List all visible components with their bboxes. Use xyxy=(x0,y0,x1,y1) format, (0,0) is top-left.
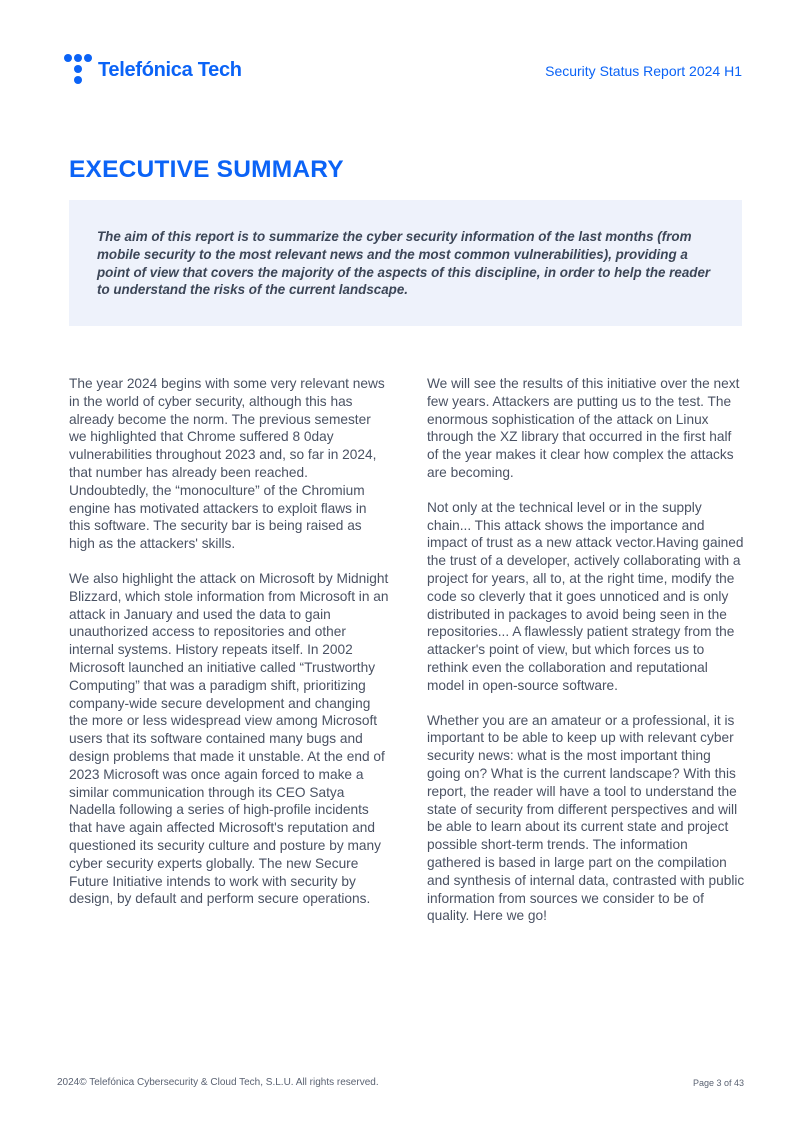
summary-text: The aim of this report is to summarize the cyber security information of the last months (from mobile security to the most relevant news and the most common vulnerabilities), providing a point of view that covers the majority of the aspects of this discipline, in order to help the reader to understand the risks of the current landscape. xyxy=(97,229,711,298)
company-logo xyxy=(64,53,242,87)
right-column xyxy=(427,375,745,942)
paragraph: The year 2024 begins with some very relevant news in the world of cyber security, although this has already become the norm. The previous semester we highlighted that Chrome suffered 8 0day vulnerabilities throughout 2023 and, so far in 2024, that number has already been reached. Undoubtedly, the “monoculture” of the Chromium engine has motivated attackers to exploit flaws in this software. The security bar is being raised as high as the attackers' skills. xyxy=(69,376,385,552)
paragraph: We also highlight the attack on Microsoft by Midnight Blizzard, which stole information from Microsoft in an attack in January and used the data to gain unauthorized access to repositories and other internal systems. History repeats itself. In 2002 Microsoft launched an initiative called “Trustworthy Computing” that was a paradigm shift, prioritizing company-wide secure development and changing the more or less widespread view among Microsoft users that its software contained many bugs and design problems that made it unstable. At the end of 2023 Microsoft was once again forced to make a similar communication through its CEO Satya Nadella following a series of high-profile incidents that have again affected Microsoft's reputation and questioned its security culture and posture by many cyber security experts globally. The new Secure Future Initiative intends to work with security by design, by default and perform secure operations. xyxy=(69,570,389,907)
page-number: Page 3 of 43 xyxy=(692,1078,744,1088)
paragraph: Not only at the technical level or in the supply chain... This attack shows the importance and impact of trust as a new attack vector.Having gained the trust of a developer, actively collaborating with a project for years, all to, at the right time, modify the code so cleverly that it goes unnoticed and is only distributed in packages to avoid being seen in the repositories... A flawlessly patient strategy from the attacker's point of view, but which forces us to rethink even the collaboration and reputational model in open-source software. xyxy=(427,499,744,693)
left-column xyxy=(69,375,389,925)
report-title: Security Status Report 2024 H1 xyxy=(545,63,742,79)
logo-text: Telefónica Tech xyxy=(98,58,242,81)
paragraph: We will see the results of this initiative over the next few years. Attackers are putting us to the test. The enormous sophistication of the attack on Linux through the XZ library that occurred in the first half of the year makes it clear how complex the attacks are becoming. xyxy=(427,376,740,480)
page-title: EXECUTIVE SUMMARY xyxy=(69,156,344,183)
footer-copyright: 2024© Telefónica Cybersecurity & Cloud Tech, S.L.U. All rights reserved. xyxy=(57,1077,379,1088)
telefonica-dots-logo-icon xyxy=(64,54,92,86)
summary-callout xyxy=(69,200,742,326)
paragraph: Whether you are an amateur or a professional, it is important to be able to keep up with relevant cyber security news: what is the most important thing going on? What is the current landscape? With this report, the reader will have a tool to understand the state of security from different perspectives and will be able to learn about its current state and project possible short-term trends. The information gathered is based in large part on the compilation and synthesis of internal data, contrasted with public information from sources we consider to be of quality. Here we go! xyxy=(427,712,745,924)
